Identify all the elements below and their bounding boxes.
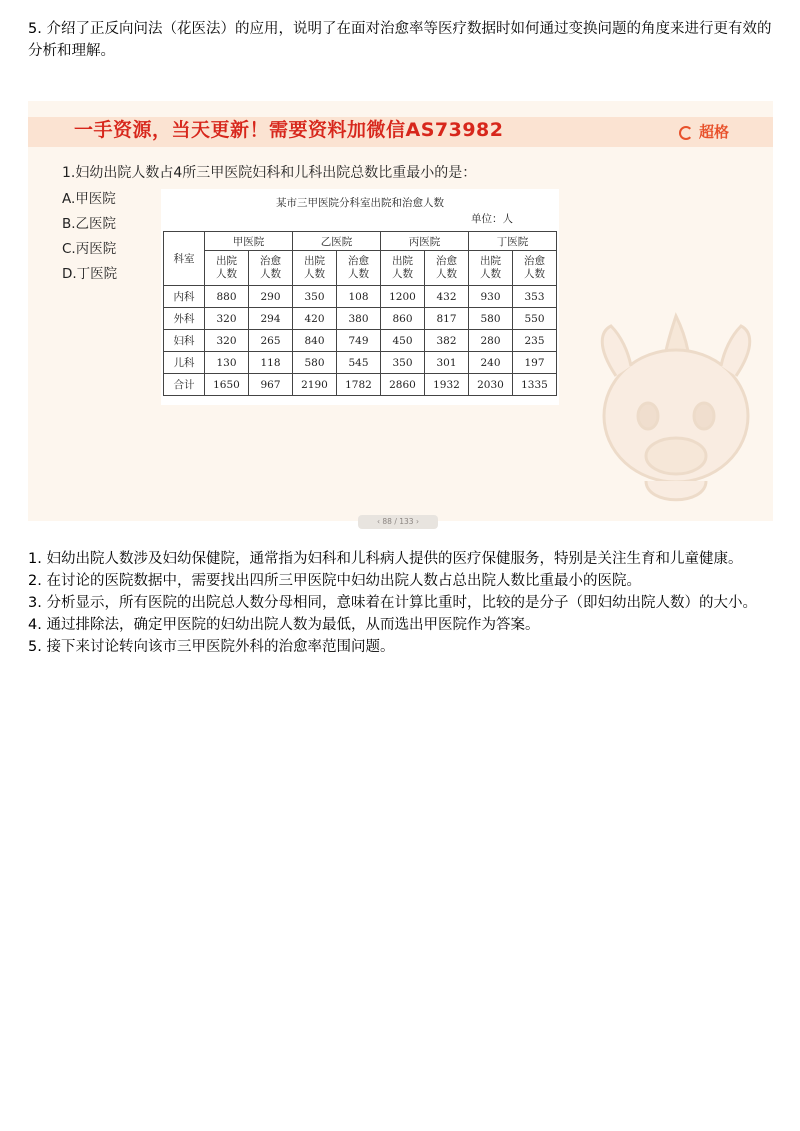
value-cell: 860 (381, 308, 425, 330)
value-cell: 380 (337, 308, 381, 330)
value-cell: 108 (337, 286, 381, 308)
dept-cell: 妇科 (164, 330, 205, 352)
value-cell: 840 (293, 330, 337, 352)
hospital-header: 乙医院 (293, 232, 381, 251)
value-cell: 930 (469, 286, 513, 308)
option-d: D.丁医院 (62, 266, 118, 282)
sub-header: 出院 人数 (469, 251, 513, 286)
slide-pager: ‹ 88 / 133 › (358, 515, 438, 529)
value-cell: 450 (381, 330, 425, 352)
banner-text: 一手资源，当天更新！需要资料加微信AS73982 (74, 119, 504, 141)
sub-header: 出院 人数 (381, 251, 425, 286)
intro-paragraph: 5. 介绍了正反向问法（花医法）的应用，说明了在面对治愈率等医疗数据时如何通过变换问题的角度来进行更有效的分析和理解。 (28, 21, 772, 59)
value-cell: 265 (249, 330, 293, 352)
sub-header: 治愈 人数 (249, 251, 293, 286)
sub-header: 治愈 人数 (425, 251, 469, 286)
value-cell: 350 (293, 286, 337, 308)
brand-logo (679, 121, 729, 142)
dept-cell: 儿科 (164, 352, 205, 374)
value-cell: 420 (293, 308, 337, 330)
sub-header: 治愈 人数 (337, 251, 381, 286)
table-row (164, 286, 557, 308)
summary-paragraph: 5. 接下来讨论转向该市三甲医院外科的治愈率范围问题。 (28, 639, 395, 655)
value-cell: 350 (381, 352, 425, 374)
value-cell: 1200 (381, 286, 425, 308)
summary-paragraph: 3. 分析显示，所有医院的出院总人数分母相同，意味着在计算比重时，比较的是分子（即妇幼出院人数）的大小。 (28, 595, 757, 611)
sub-header: 出院 人数 (293, 251, 337, 286)
value-cell: 817 (425, 308, 469, 330)
option-c: C.丙医院 (62, 241, 117, 257)
brand-g-icon (679, 126, 693, 140)
dept-header: 科室 (164, 232, 205, 286)
sub-header: 出院 人数 (205, 251, 249, 286)
value-cell: 1650 (205, 374, 249, 396)
dept-cell: 内科 (164, 286, 205, 308)
summary-list (28, 548, 773, 658)
value-cell: 240 (469, 352, 513, 374)
dept-cell: 外科 (164, 308, 205, 330)
table-unit: 单位：人 (471, 213, 513, 225)
question-text: 1.妇幼出院人数占4所三甲医院妇科和儿科出院总数比重最小的是： (62, 165, 477, 181)
summary-paragraph: 4. 通过排除法，确定甲医院的妇幼出院人数为最低，从而选出甲医院作为答案。 (28, 617, 540, 633)
hospital-header: 丁医院 (469, 232, 557, 251)
brand-name: 超格 (698, 123, 729, 141)
value-cell: 294 (249, 308, 293, 330)
value-cell: 1335 (513, 374, 557, 396)
value-cell: 118 (249, 352, 293, 374)
value-cell: 550 (513, 308, 557, 330)
lecture-slide-image (28, 101, 773, 526)
value-cell: 353 (513, 286, 557, 308)
table-title: 某市三甲医院分科室出院和治愈人数 (276, 197, 444, 209)
value-cell: 967 (249, 374, 293, 396)
value-cell: 580 (469, 308, 513, 330)
table-row (164, 330, 557, 352)
value-cell: 545 (337, 352, 381, 374)
hospital-data-table (163, 231, 557, 396)
value-cell: 2030 (469, 374, 513, 396)
value-cell: 320 (205, 308, 249, 330)
value-cell: 749 (337, 330, 381, 352)
hospital-header: 丙医院 (381, 232, 469, 251)
answer-options (62, 187, 117, 287)
sub-header: 治愈 人数 (513, 251, 557, 286)
table-row (164, 352, 557, 374)
value-cell: 432 (425, 286, 469, 308)
table-row (164, 308, 557, 330)
value-cell: 235 (513, 330, 557, 352)
value-cell: 580 (293, 352, 337, 374)
value-cell: 1932 (425, 374, 469, 396)
value-cell: 320 (205, 330, 249, 352)
mascot-watermark-icon (576, 306, 776, 521)
value-cell: 1782 (337, 374, 381, 396)
value-cell: 2190 (293, 374, 337, 396)
value-cell: 2860 (381, 374, 425, 396)
value-cell: 880 (205, 286, 249, 308)
table-row (164, 374, 557, 396)
value-cell: 301 (425, 352, 469, 374)
data-table-card (161, 189, 559, 405)
summary-paragraph: 1. 妇幼出院人数涉及妇幼保健院，通常指为妇科和儿科病人提供的医疗保健服务，特别是关注生育和儿童健康。 (28, 551, 743, 567)
table-body (164, 286, 557, 396)
value-cell: 197 (513, 352, 557, 374)
hospital-header: 甲医院 (205, 232, 293, 251)
dept-cell: 合计 (164, 374, 205, 396)
value-cell: 130 (205, 352, 249, 374)
value-cell: 280 (469, 330, 513, 352)
option-a: A.甲医院 (62, 191, 116, 207)
value-cell: 382 (425, 330, 469, 352)
option-b: B.乙医院 (62, 216, 117, 232)
value-cell: 290 (249, 286, 293, 308)
summary-paragraph: 2. 在讨论的医院数据中，需要找出四所三甲医院中妇幼出院人数占总出院人数比重最小的医院。 (28, 573, 641, 589)
